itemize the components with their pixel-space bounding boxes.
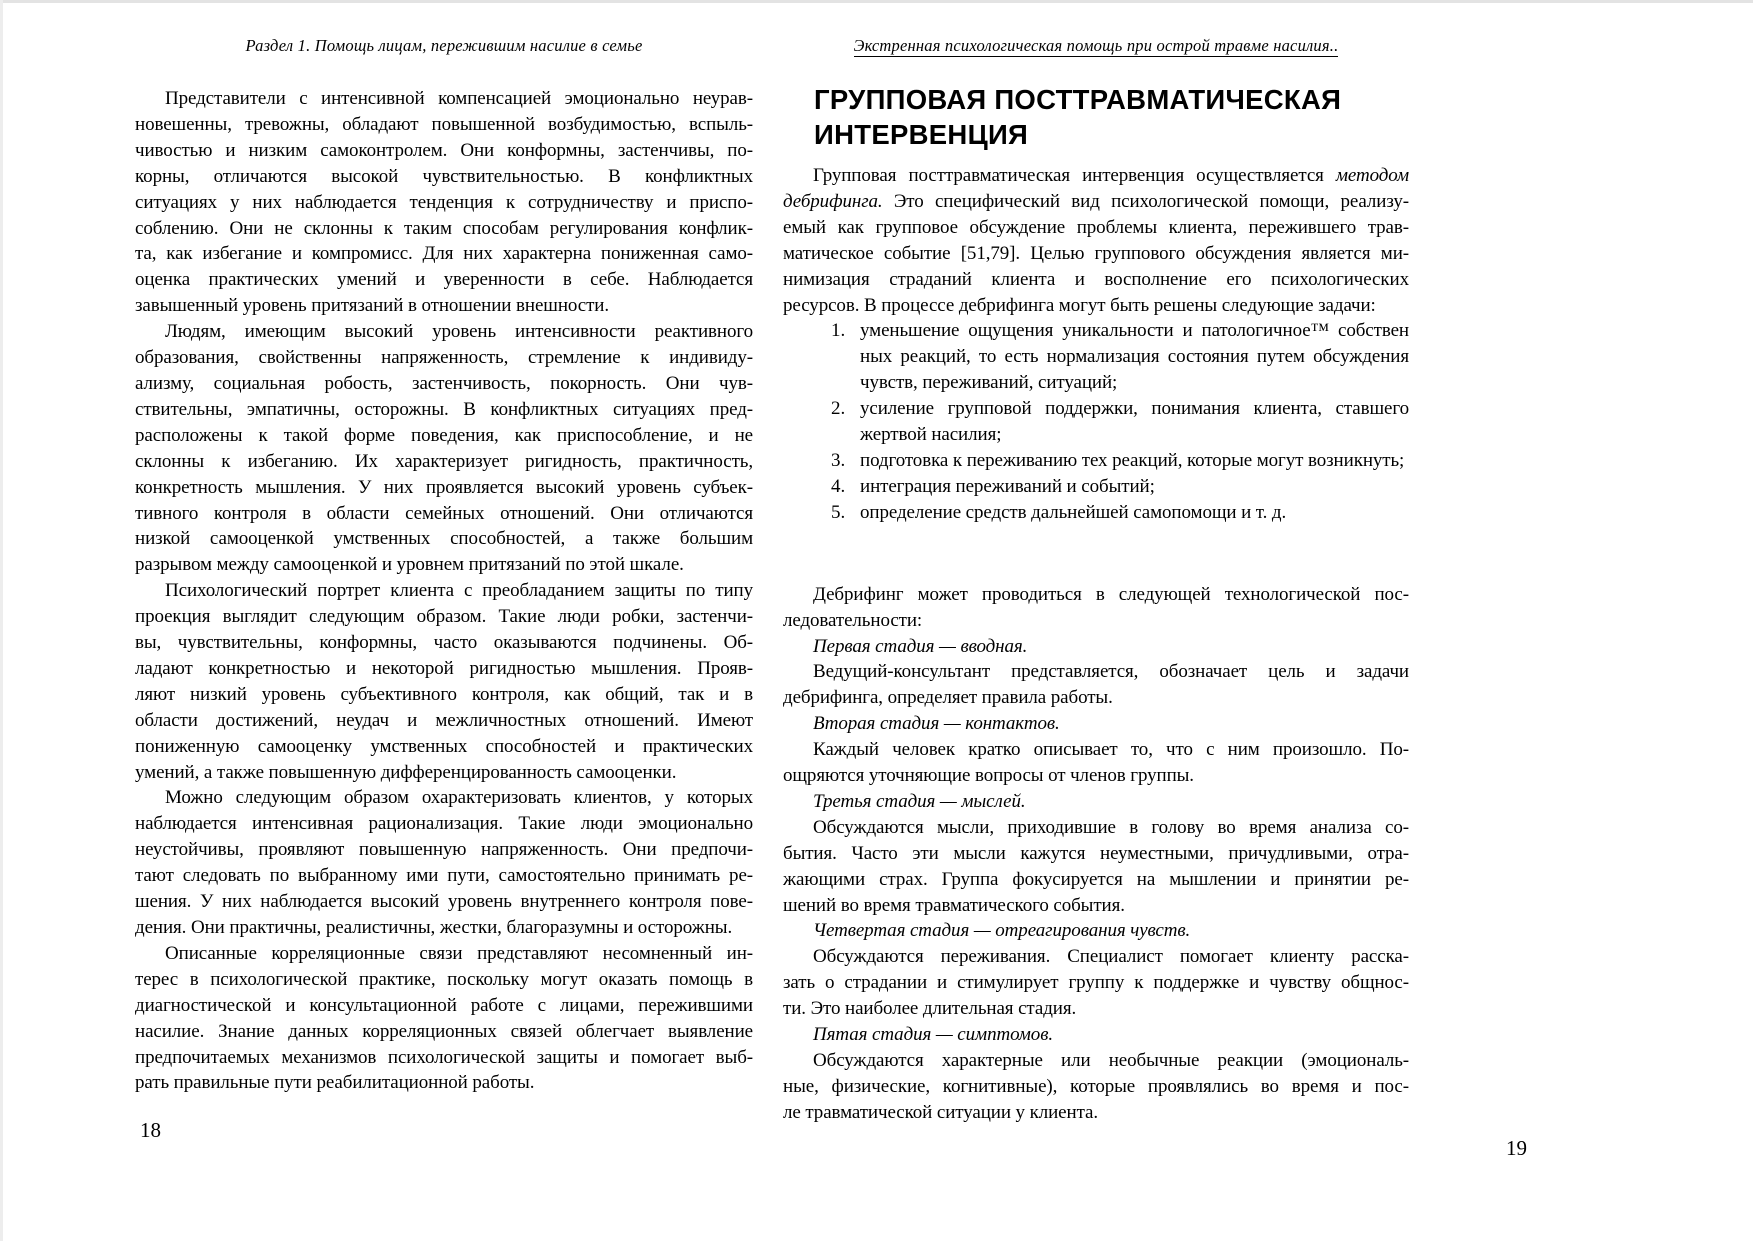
text-segment: чувств, переживаний, ситуаций; xyxy=(860,372,1118,394)
text-line xyxy=(135,811,753,837)
text-line xyxy=(135,86,753,112)
text-line xyxy=(860,344,1409,370)
text-segment: жающими страх. Группа фокусируется на мышлении и принятии ре- xyxy=(783,868,1409,890)
text-segment: Обсуждаются переживания. Специалист помогает клиенту расска- xyxy=(813,946,1409,968)
text-segment: ле травматической ситуации у клиента. xyxy=(783,1101,1099,1123)
text-segment: Обсуждаются характерные или необычные реакции (эмоциональ- xyxy=(813,1050,1409,1071)
text-segment: конкретность мышления. У них проявляется высокий уровень субъек- xyxy=(135,476,753,498)
text-segment: корны, отличаются высокой чувствительностью. В конфликтных xyxy=(135,165,753,187)
text-line xyxy=(783,970,1409,996)
text-line xyxy=(135,397,753,423)
text-segment: ствительны, эмпатичны, осторожны. В конфликтных ситуациях пред- xyxy=(135,398,753,420)
right-page-number: 19 xyxy=(1506,1136,1527,1160)
page-right xyxy=(783,0,1527,1241)
text-line xyxy=(783,1100,1409,1126)
text-segment: подготовка к переживанию тех реакций, которые могут возникнуть; xyxy=(860,449,1405,471)
text-segment: Людям, имеющим высокий уровень интенсивности реактивного xyxy=(165,321,753,343)
text-segment: дения. Они практичны, реалистичны, жестки, благоразумны и осторожны. xyxy=(135,917,733,938)
text-segment: вы, чувствительны, конформны, часто оказываются подчинены. Об- xyxy=(135,632,753,654)
text-segment: усиление групповой поддержки, понимания клиента, ставшего xyxy=(860,398,1409,420)
text-line xyxy=(783,737,1409,763)
text-line xyxy=(783,582,1409,608)
text-segment: тивного контроля в области семейных отношений. Они отличаются xyxy=(135,502,753,524)
text-segment: ладают конкретностью и некоторой ригидностью мышления. Прояв- xyxy=(135,657,753,679)
list-item-text xyxy=(860,500,1409,526)
text-segment: Это специфический вид психологической помощи, реализу- xyxy=(882,190,1409,212)
paragraph xyxy=(135,941,753,1096)
text-line xyxy=(135,423,753,449)
paragraph xyxy=(783,582,1409,634)
paragraph xyxy=(783,163,1409,318)
paragraph xyxy=(783,944,1409,1022)
text-segment: дебрифинга, определяет правила работы. xyxy=(783,687,1113,709)
stage-heading xyxy=(783,634,1409,660)
list-item-text xyxy=(860,474,1409,500)
list-item-number: 4. xyxy=(831,475,846,497)
text-segment: шения. У них наблюдается высокий уровень внутреннего контроля пове- xyxy=(135,891,753,913)
text-segment: насилие. Знание данных корреляционных связей облегчает выявление xyxy=(135,1020,753,1042)
text-segment: ситуациях у них наблюдается тенденция к сотрудничеству и приспо- xyxy=(135,191,753,213)
list-item xyxy=(783,318,1409,396)
paragraph xyxy=(783,1048,1409,1126)
text-segment: шений во время травматического события. xyxy=(783,894,1125,916)
text-line xyxy=(783,215,1409,241)
text-line xyxy=(135,164,753,190)
list-item xyxy=(783,474,1409,500)
text-segment: Представители с интенсивной компенсацией эмоционально неурав- xyxy=(165,88,753,109)
text-line xyxy=(860,422,1409,448)
text-line xyxy=(860,396,1409,422)
text-segment: терес в психологической практике, поскольку могут оказать помощь в xyxy=(135,968,753,990)
left-page-number: 18 xyxy=(140,1118,161,1142)
italic-text: дебрифинга. xyxy=(783,190,883,212)
text-segment: наблюдается интенсивная рационализация. Такие люди эмоционально xyxy=(135,813,753,835)
text-line xyxy=(135,785,753,811)
text-segment: ти. Это наиболее длительная стадия. xyxy=(783,998,1077,1020)
text-segment: Можно следующим образом охарактеризовать клиентов, у которых xyxy=(165,787,753,809)
text-line xyxy=(135,1019,753,1045)
text-segment: нимизация страданий клиента и восполнение его психологических xyxy=(783,268,1409,290)
stage-heading xyxy=(783,789,1409,815)
text-line xyxy=(135,967,753,993)
text-line xyxy=(135,190,753,216)
text-segment: завышенный уровень притязаний в отношении внешности. xyxy=(135,295,610,317)
text-line xyxy=(135,475,753,501)
text-line xyxy=(860,500,1409,526)
paragraph xyxy=(135,319,753,578)
text-segment: проекция выглядит следующим образом. Такие люди робки, застенчи- xyxy=(135,606,753,628)
text-line xyxy=(135,993,753,1019)
left-running-head xyxy=(135,36,753,56)
text-segment: уменьшение ощущения уникальности и патологичное™ собствен xyxy=(860,320,1409,342)
text-line xyxy=(135,501,753,527)
text-line xyxy=(135,578,753,604)
text-line xyxy=(783,293,1409,319)
text-segment: Первая стадия — вводная. xyxy=(813,635,1028,657)
stage-line xyxy=(783,711,1409,737)
paragraph xyxy=(783,659,1409,711)
text-segment: емый как групповое обсуждение проблемы клиента, пережившего трав- xyxy=(783,216,1409,238)
text-line xyxy=(135,112,753,138)
text-segment: Вторая стадия — контактов. xyxy=(813,713,1060,735)
text-line xyxy=(783,944,1409,970)
right-page-body xyxy=(783,163,1409,1126)
text-segment: та, как избегание и компромисс. Для них характерна пониженная само- xyxy=(135,243,753,265)
text-line xyxy=(860,474,1409,500)
text-segment: диагностической и консультационной работе с лицами, пережившими xyxy=(135,994,753,1016)
text-segment: оценка практических умений и уверенности в себе. Наблюдается xyxy=(135,269,753,291)
stage-line xyxy=(783,789,1409,815)
vertical-spacer xyxy=(783,526,1409,582)
list-item-text xyxy=(860,396,1409,448)
text-line xyxy=(783,815,1409,841)
text-line xyxy=(135,552,753,578)
text-line xyxy=(135,889,753,915)
text-segment: ляют низкий уровень субъективного контроля, как общий, так и в xyxy=(135,683,753,705)
text-line xyxy=(135,630,753,656)
chapter-title-line-1: ГРУППОВАЯ ПОСТТРАВМАТИЧЕСКАЯ xyxy=(814,84,1342,115)
text-line xyxy=(135,1045,753,1071)
stage-line xyxy=(783,1022,1409,1048)
text-segment: интеграция переживаний и событий; xyxy=(860,475,1155,497)
text-segment: определение средств дальнейшей самопомощи и т. д. xyxy=(860,501,1287,523)
text-line xyxy=(135,138,753,164)
text-segment: Ведущий-консультант представляется, обозначает цель и задачи xyxy=(813,661,1409,683)
text-line xyxy=(135,656,753,682)
stage-line xyxy=(783,634,1409,660)
text-segment: ледовательности: xyxy=(783,609,923,631)
text-line xyxy=(783,685,1409,711)
text-segment: матическое событие [51,79]. Целью группового обсуждения является ми- xyxy=(783,242,1409,264)
text-segment: тают следовать по выбранному ими пути, самостоятельно принимать ре- xyxy=(135,865,753,887)
text-segment: Дебрифинг может проводиться в следующей технологической пос- xyxy=(813,583,1409,605)
text-line xyxy=(135,449,753,475)
text-segment: неустойчивы, проявляют повышенную напряженность. Они предпочи- xyxy=(135,839,753,861)
text-line xyxy=(135,863,753,889)
list-item-number: 2. xyxy=(831,398,846,420)
text-line xyxy=(135,941,753,967)
text-line xyxy=(783,1074,1409,1100)
italic-text: методом xyxy=(1335,165,1409,186)
numbered-list xyxy=(783,318,1409,525)
list-item-text xyxy=(860,318,1409,396)
text-segment: чивостью и низким самоконтролем. Они конформны, застенчивы, по- xyxy=(135,139,753,161)
text-line xyxy=(783,608,1409,634)
text-line xyxy=(135,915,753,941)
text-line xyxy=(135,760,753,786)
text-line xyxy=(135,604,753,630)
stage-line xyxy=(783,918,1409,944)
text-line xyxy=(135,837,753,863)
left-running-head-text: Раздел 1. Помощь лицам, пережившим насилие в семье xyxy=(245,36,643,55)
right-running-head-text: Экстренная психологическая помощь при острой травме насилия.. xyxy=(853,36,1339,55)
text-segment: ные, физические, когнитивные), которые проявлялись во время и пос- xyxy=(783,1075,1409,1097)
page-left xyxy=(135,0,753,1241)
text-segment: рать правильные пути реабилитационной работы. xyxy=(135,1072,535,1094)
chapter-title-line-2: ИНТЕРВЕНЦИЯ xyxy=(814,119,1029,150)
text-segment: зать о страдании и стимулирует группу к поддержке и чувству общнос- xyxy=(783,972,1409,994)
text-line xyxy=(783,841,1409,867)
text-line xyxy=(783,1048,1409,1074)
text-segment: склонны к избеганию. Их характеризует ригидность, практичность, xyxy=(135,450,753,472)
chapter-title xyxy=(814,82,1341,152)
text-line xyxy=(135,526,753,552)
list-item-number: 3. xyxy=(831,449,846,471)
text-segment: пониженную самооценку умственных способностей и практических xyxy=(135,735,753,757)
text-line xyxy=(135,293,753,319)
paragraph xyxy=(135,578,753,785)
paragraph xyxy=(783,737,1409,789)
text-line xyxy=(783,893,1409,919)
stage-heading xyxy=(783,918,1409,944)
text-segment: Психологический портрет клиента с преобладанием защиты по типу xyxy=(165,580,753,602)
text-line xyxy=(783,163,1409,189)
paragraph xyxy=(135,86,753,319)
text-line xyxy=(135,241,753,267)
text-segment: бытия. Часто эти мысли кажутся неуместными, причудливыми, отра- xyxy=(783,842,1409,864)
list-item xyxy=(783,396,1409,448)
text-segment: Описанные корреляционные связи представляют несомненный ин- xyxy=(165,942,753,964)
left-page-body xyxy=(135,86,753,1096)
paragraph xyxy=(135,785,753,940)
text-line xyxy=(135,319,753,345)
text-line xyxy=(783,241,1409,267)
text-line xyxy=(135,371,753,397)
list-item xyxy=(783,448,1409,474)
text-line xyxy=(135,682,753,708)
text-segment: образования, свойственны напряженность, стремление к индивиду- xyxy=(135,347,753,369)
text-line xyxy=(860,448,1409,474)
text-line xyxy=(783,996,1409,1022)
text-segment: области достижений, неудач и межличностных отношений. Имеют xyxy=(135,709,753,731)
text-line xyxy=(783,189,1409,215)
text-segment: предпочитаемых механизмов психологической защиты и помогает выб- xyxy=(135,1046,753,1068)
text-segment: Четвертая стадия — отреагирования чувств. xyxy=(813,920,1191,942)
text-segment: расположены к такой форме поведения, как приспособление, и не xyxy=(135,424,753,446)
text-line xyxy=(135,345,753,371)
paragraph xyxy=(783,815,1409,919)
stage-heading xyxy=(783,711,1409,737)
text-line xyxy=(135,708,753,734)
text-line xyxy=(783,659,1409,685)
text-line xyxy=(135,1070,753,1096)
text-segment: Пятая стадия — симптомов. xyxy=(813,1024,1053,1046)
text-segment: низкой самооценкой умственных способностей, а также большим xyxy=(135,528,753,550)
text-segment: соблению. Они не склонны к таким способам регулирования конфлик- xyxy=(135,217,753,239)
text-segment: новешенны, тревожны, обладают повышенной возбудимостью, вспыль- xyxy=(135,113,753,135)
text-line xyxy=(135,267,753,293)
stage-heading xyxy=(783,1022,1409,1048)
list-item-text xyxy=(860,448,1409,474)
text-segment: Третья стадия — мыслей. xyxy=(813,790,1026,812)
text-line xyxy=(860,370,1409,396)
text-segment: ресурсов. В процессе дебрифинга могут быть решены следующие задачи: xyxy=(783,294,1376,316)
text-line xyxy=(783,267,1409,293)
text-segment: Каждый человек кратко описывает то, что с ним произошло. По- xyxy=(813,739,1409,761)
scan-edge-left xyxy=(0,0,3,1241)
text-segment: жертвой насилия; xyxy=(860,424,1002,446)
text-segment: ализму, социальная робость, застенчивость, покорность. Они чув- xyxy=(135,372,753,394)
text-line xyxy=(783,867,1409,893)
text-line xyxy=(783,763,1409,789)
text-line xyxy=(135,216,753,242)
text-segment: ных реакций, то есть нормализация состояния путем обсуждения xyxy=(860,346,1409,368)
list-item-number: 1. xyxy=(831,320,846,342)
text-segment: Групповая посттравматическая интервенция осуществляется xyxy=(813,165,1336,186)
right-running-head xyxy=(783,36,1409,56)
text-line xyxy=(860,318,1409,344)
list-item-number: 5. xyxy=(831,501,846,523)
text-line xyxy=(135,734,753,760)
text-segment: Обсуждаются мысли, приходившие в голову во время анализа со- xyxy=(813,816,1409,838)
text-segment: умений, а также повышенную дифференцированность самооценки. xyxy=(135,761,677,783)
list-item xyxy=(783,500,1409,526)
text-segment: ощряются уточняющие вопросы от членов группы. xyxy=(783,765,1194,787)
text-segment: разрывом между самооценкой и уровнем притязаний по этой шкале. xyxy=(135,554,684,576)
